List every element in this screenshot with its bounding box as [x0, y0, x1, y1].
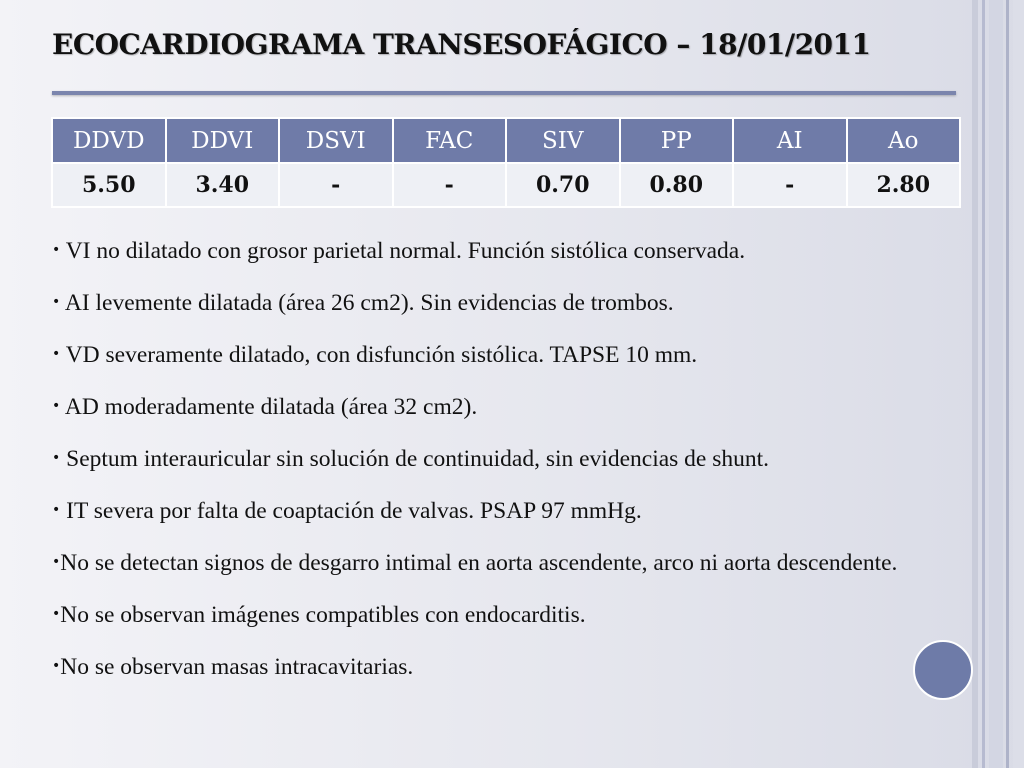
list-item — [52, 442, 954, 476]
list-item — [52, 494, 954, 528]
measurements-table — [51, 117, 961, 208]
value-ai: - — [733, 163, 847, 207]
list-item-text: AD moderadamente dilatada (área 32 cm2). — [60, 394, 478, 420]
list-item-text: No se detectan signos de desgarro intimal en aorta ascendente, arco ni aorta descendente. — [60, 550, 898, 576]
bullet-mark: • — [52, 346, 61, 362]
table-header-row — [52, 118, 960, 163]
decorative-side-bars — [972, 0, 1024, 768]
bullet-mark: • — [52, 242, 61, 258]
list-item-text: No se observan masas intracavitarias. — [60, 654, 414, 680]
bullet-mark: • — [52, 294, 61, 310]
header-ddvd: DDVD — [52, 118, 166, 163]
value-ddvd: 5.50 — [52, 163, 166, 207]
bullet-mark: • — [52, 658, 61, 674]
list-item-text: Septum interauricular sin solución de continuidad, sin evidencias de shunt. — [60, 446, 770, 472]
header-ai: AI — [733, 118, 847, 163]
bullet-mark: • — [52, 398, 61, 414]
list-item-text: AI levemente dilatada (área 26 cm2). Sin evidencias de trombos. — [60, 290, 674, 316]
side-bar-5 — [1013, 0, 1024, 768]
bullet-mark: • — [52, 606, 61, 622]
list-item — [52, 234, 954, 268]
header-ddvi: DDVI — [166, 118, 280, 163]
side-bar-4 — [1006, 0, 1009, 768]
value-dsvi: - — [279, 163, 393, 207]
title-underline — [52, 91, 956, 95]
side-bar-3 — [989, 0, 1003, 768]
list-item — [52, 650, 954, 684]
side-bar-2 — [982, 0, 985, 768]
value-pp: 0.80 — [620, 163, 734, 207]
header-fac: FAC — [393, 118, 507, 163]
value-ddvi: 3.40 — [166, 163, 280, 207]
table-row — [52, 163, 960, 207]
side-bar-1 — [972, 0, 978, 768]
value-fac: - — [393, 163, 507, 207]
header-pp: PP — [620, 118, 734, 163]
list-item-text: VD severamente dilatado, con disfunción sistólica. TAPSE 10 mm. — [60, 342, 698, 368]
bullet-mark: • — [52, 554, 61, 570]
header-ao: Ao — [847, 118, 961, 163]
header-dsvi: DSVI — [279, 118, 393, 163]
list-item — [52, 338, 954, 372]
list-item — [52, 546, 954, 580]
slide-title: ECOCARDIOGRAMA TRANSESOFÁGICO – 18/01/2011 — [52, 28, 871, 61]
findings-list — [52, 234, 954, 702]
list-item — [52, 390, 954, 424]
list-item-text: IT severa por falta de coaptación de valvas. PSAP 97 mmHg. — [60, 498, 642, 524]
bullet-mark: • — [52, 502, 61, 518]
list-item-text: VI no dilatado con grosor parietal normal. Función sistólica conservada. — [60, 238, 746, 264]
value-siv: 0.70 — [506, 163, 620, 207]
header-siv: SIV — [506, 118, 620, 163]
value-ao: 2.80 — [847, 163, 961, 207]
list-item — [52, 598, 954, 632]
list-item — [52, 286, 954, 320]
list-item-text: No se observan imágenes compatibles con endocarditis. — [60, 602, 586, 628]
bullet-mark: • — [52, 450, 61, 466]
